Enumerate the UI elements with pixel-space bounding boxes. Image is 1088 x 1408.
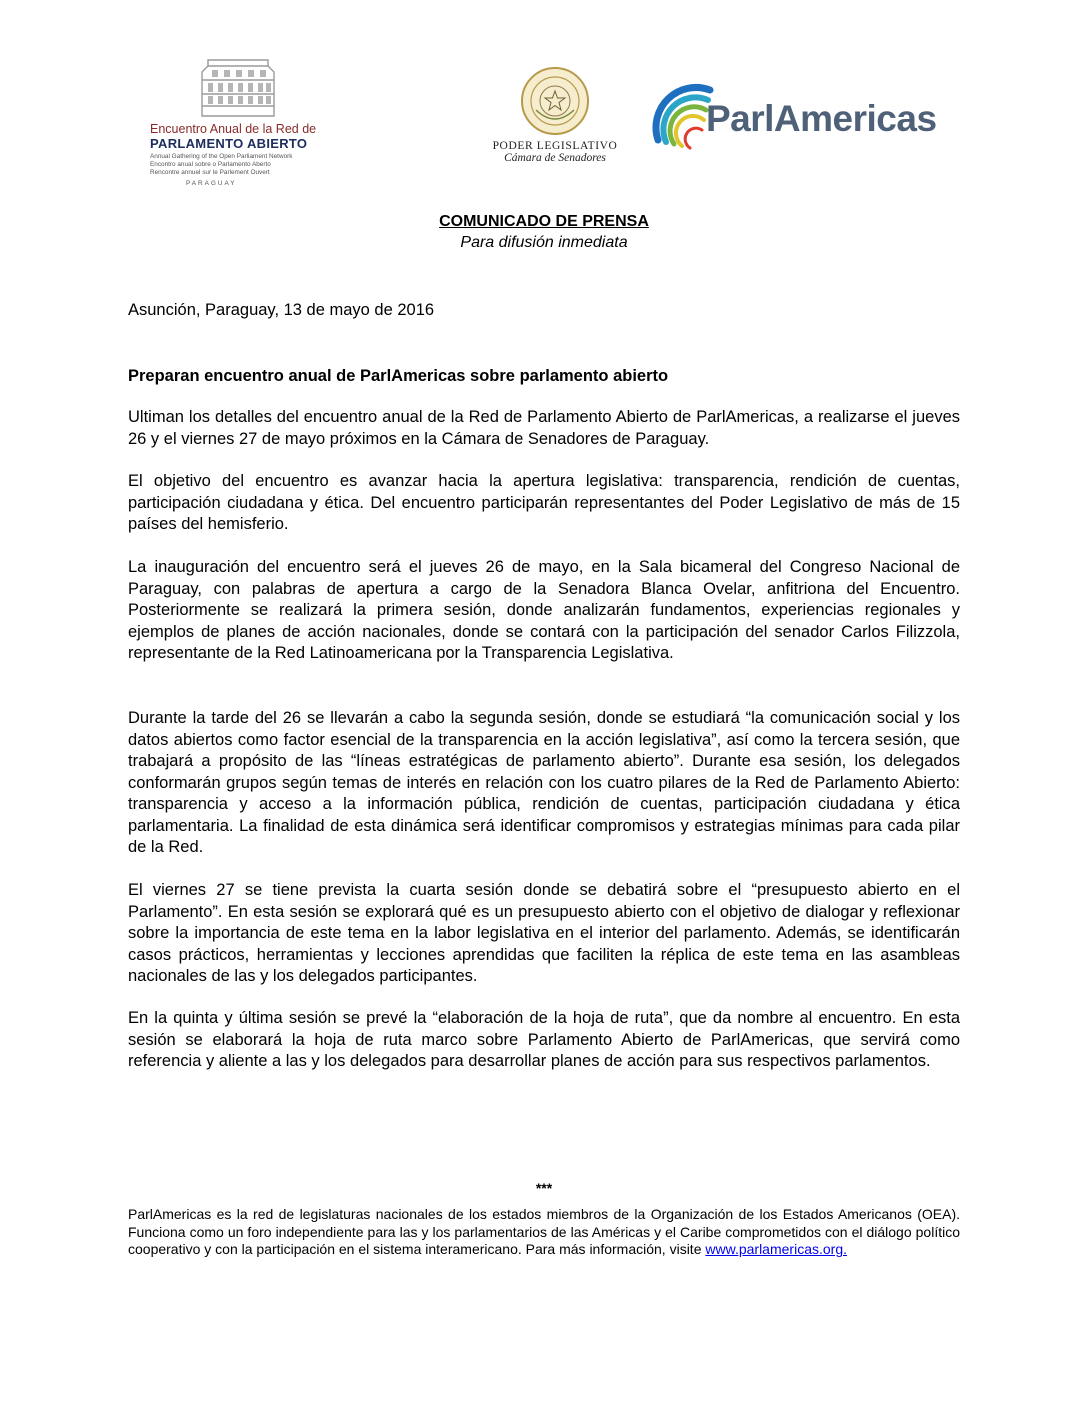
encuentro-country: PARAGUAY [186, 180, 237, 187]
encuentro-subtitle-en: Annual Gathering of the Open Parliament Network [150, 153, 293, 160]
separator: *** [535, 1180, 553, 1196]
dateline: Asunción, Paraguay, 13 de mayo de 2016 [128, 301, 435, 319]
senado-line2: Cámara de Senadores [504, 152, 606, 164]
encuentro-subtitle-pt: Encontro anual sobre o Parlamento Aberto [150, 161, 271, 168]
paragraph-6: En la quinta y última sesión se prevé la “elaboración de la hoja de ruta”, que da nombre al encuentro. En esta sesión se elaborará la hoja de ruta marco sobre Parlamento Abierto de ParlAmericas, que servirá como referencia y aliente a las y los delegados para desarrollar planes de acción para sus respectivos parlamentos. [128, 1009, 960, 1070]
encuentro-title-line1: Encuentro Anual de la Red de [150, 122, 317, 136]
parlamericas-logo [648, 80, 968, 170]
headline: Preparan encuentro anual de ParlAmericas sobre parlamento abierto [128, 367, 669, 385]
footer-text: ParlAmericas es la red de legislaturas nacionales de los estados miembros de la Organización de los Estados Americanos (OEA). Funciona como un foro independiente para las y los parlamentarios de las Américas y el Caribe comprometidos con el diálogo político cooperativo y con la participación en el sistema interamericano. Para más información, visite [128, 1206, 960, 1258]
senado-logo [490, 66, 620, 176]
footer-boilerplate [128, 1206, 960, 1259]
paragraph-2: El objetivo del encuentro es avanzar hacia la apertura legislativa: transparencia, rendición de cuentas, participación ciudadana y ética. Del encuentro participarán representantes del Poder Legislativo de más de 15 países del hemisferio. [128, 472, 960, 533]
encuentro-subtitle-fr: Rencontre annuel sur le Parlement Ouvert [150, 169, 270, 176]
parlamericas-wordmark: ParlAmericas [706, 98, 937, 139]
encuentro-title-line2: PARLAMENTO ABIERTO [150, 136, 308, 151]
website-link[interactable]: www.parlamericas.org. [705, 1241, 847, 1258]
building-icon [178, 58, 298, 118]
paraguay-seal-icon [520, 66, 590, 136]
press-release-subtitle: Para difusión inmediata [460, 234, 628, 251]
encuentro-logo [150, 58, 317, 208]
press-release-title: COMUNICADO DE PRENSA [439, 213, 649, 230]
paragraph-3: La inauguración del encuentro será el jueves 26 de mayo, en la Sala bicameral del Congreso Nacional de Paraguay, con palabras de apertura a cargo de la Senadora Blanca Ovelar, anfitriona del Encuentro. Posteriormente se realizará la primera sesión, donde analizarán fundamentos, experiencias regionales y ejemplos de planes de acción nacionales, donde se contará con la participación del senador Carlos Filizzola, representante de la Red Latinoamericana por la Transparencia Legislativa. [128, 558, 960, 662]
paragraph-5: El viernes 27 se tiene prevista la cuarta sesión donde se debatirá sobre el “presupuesto abierto en el Parlamento”. En esta sesión se explorará qué es un presupuesto abierto con el objetivo de dialogar y reflexionar sobre la importancia de este tema en la labor legislativa en el interior del parlamento. Además, se identificarán casos prácticos, herramientas y lecciones aprendidas que faciliten la réplica de este tema en las asambleas nacionales de las y los delegados participantes. [128, 881, 960, 985]
paragraph-4: Durante la tarde del 26 se llevarán a cabo la segunda sesión, donde se estudiará “la comunicación social y los datos abiertos como factor esencial de la transparencia en la acción legislativa”, así como la tercera sesión, que trabajará a propósito de las “líneas estratégicas de parlamento abierto”. Durante esa sesión, los delegados conformarán grupos según temas de interés en relación con los cuatro pilares de la Red de Parlamento Abierto: transparencia y acceso a la información pública, rendición de cuentas, participación ciudadana y ética parlamentaria. La finalidad de esta dinámica será identificar compromisos y estrategias mínimas para cada pilar de la Red. [128, 709, 960, 856]
paragraph-1: Ultiman los detalles del encuentro anual de la Red de Parlamento Abierto de ParlAmericas, a realizarse el jueves 26 y el viernes 27 de mayo próximos en la Cámara de Senadores de Paraguay. [128, 408, 960, 448]
senado-line1: PODER LEGISLATIVO [492, 140, 618, 152]
